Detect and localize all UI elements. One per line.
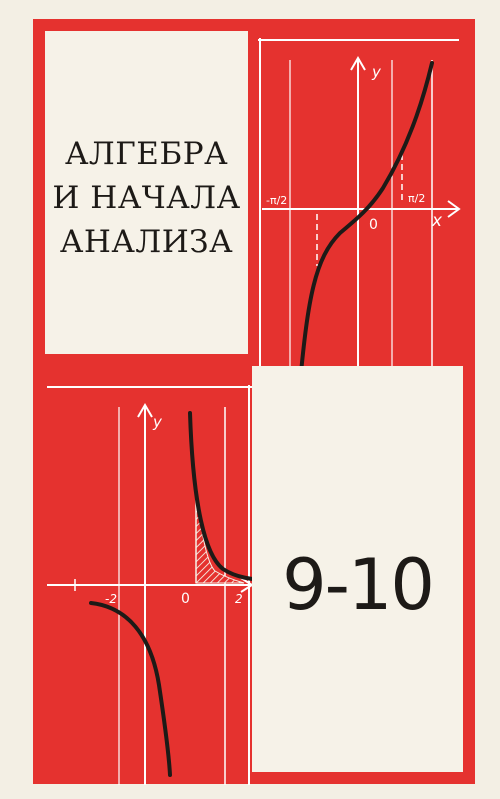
origin-label: 0 xyxy=(369,217,378,233)
hyperbola-graph xyxy=(47,385,257,785)
origin-label: 0 xyxy=(181,591,190,607)
grade-panel xyxy=(252,366,463,772)
title-line-3: АНАЛИЗА xyxy=(59,224,234,260)
grade-number: 9-10 xyxy=(282,544,433,626)
red-frame xyxy=(33,19,475,784)
pos-tick-label: π/2 xyxy=(408,192,426,205)
x-axis-label: x xyxy=(432,211,443,231)
curve xyxy=(300,63,432,383)
title-line-2: И НАЧАЛА xyxy=(52,180,241,216)
neg-tick-label: -2 xyxy=(105,592,117,606)
title-panel xyxy=(45,31,248,354)
curve-left-branch xyxy=(91,603,170,775)
y-axis-label: y xyxy=(153,413,162,431)
y-axis-label: y xyxy=(372,63,381,81)
neg-tick-label: -π/2 xyxy=(266,194,288,207)
pos-tick-label: 2 xyxy=(235,592,243,606)
arcsine-graph xyxy=(258,38,459,376)
title-line-1: АЛГЕБРА xyxy=(64,136,229,172)
